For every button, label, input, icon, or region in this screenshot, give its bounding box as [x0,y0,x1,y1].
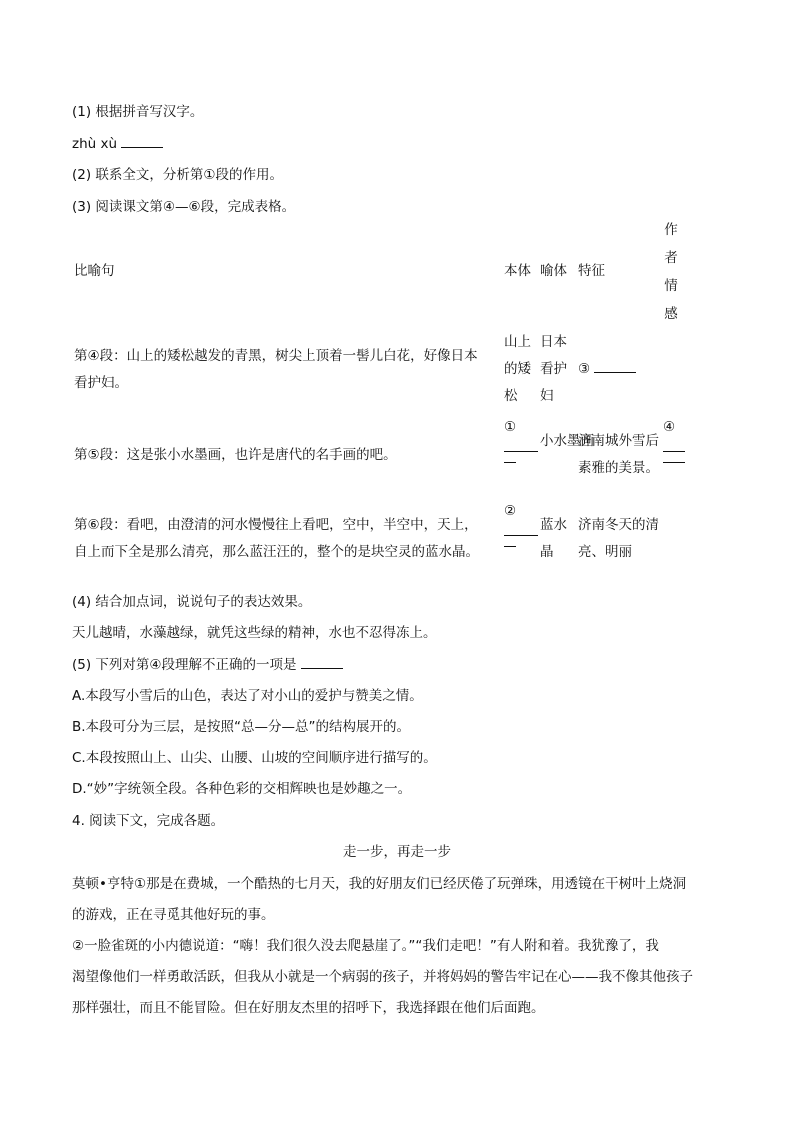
q5-text-line [72,655,343,675]
row1-feature-mark: ③ [578,361,591,377]
header-emotion: 作者情感 [664,222,678,322]
q4-quote: 天儿越晴，水藻越绿，就凭这些绿的精神，水也不忍得冻上。 [72,625,437,641]
answer-blank[interactable] [121,134,163,148]
row3-feature-line2: 亮、明丽 [578,544,632,560]
q5-option-a[interactable]: A.本段写小雪后的山色，表达了对小山的爱护与赞美之情。 [72,688,423,704]
q5-option-d[interactable]: D.“妙”字统领全段。各种色彩的交相辉映也是妙趣之一。 [72,781,412,797]
row1-sentence-line2: 看护妇。 [74,375,128,391]
answer-blank-tail [504,452,516,463]
q3-text: (3) 阅读课文第④—⑥段，完成表格。 [72,199,296,215]
q2-text: (2) 联系全文，分析第①段的作用。 [72,167,284,183]
passage-p2-line1: ②一脸雀斑的小内德说道：“嗨！我们很久没去爬悬崖了。”“我们走吧！”有人附和着。我犹豫了，我 [72,938,659,954]
section4-intro: 4. 阅读下文，完成各题。 [72,813,225,829]
header-vehicle: 喻体 [540,263,567,279]
row1-tenor: 山上的矮松 [504,334,531,404]
row2-sentence: 第⑤段：这是张小水墨画，也许是唐代的名手画的吧。 [74,447,397,463]
q5-option-c[interactable]: C.本段按照山上、山尖、山腰、山坡的空间顺序进行描写的。 [72,750,437,766]
row2-vehicle: 小水墨画 [540,433,594,449]
passage-p2-line2: 渴望像他们一样勇敢活跃，但我从小就是一个病弱的孩子，并将妈妈的警告牢记在心——我不像其他孩子 [72,969,693,985]
passage-title: 走一步，再走一步 [343,844,451,860]
passage-p1-line2: 的游戏，正在寻觅其他好玩的事。 [72,907,275,923]
answer-blank[interactable] [504,441,538,452]
row2-feature-line2: 素雅的美景。 [578,460,659,476]
q4-text: (4) 结合加点词，说说句子的表达效果。 [72,594,312,610]
row2-feature-line1: 济南城外雪后 [578,433,659,449]
answer-blank-tail [504,536,516,547]
row3-sentence-line2: 自上而下全是那么清亮，那么蓝汪汪的，整个的是块空灵的蓝水晶。 [74,544,479,560]
row3-sentence-line1: 第⑥段：看吧，由澄清的河水慢慢往上看吧，空中，半空中，天上， [74,517,478,533]
row2-tenor-mark: ① [504,419,517,435]
row3-feature-line1: 济南冬天的清 [578,517,659,533]
q1-pinyin-line [72,134,163,154]
row1-sentence-line1: 第④段：山上的矮松越发的青黑，树尖上顶着一髻儿白花，好像日本 [74,348,478,364]
row2-tenor [504,414,538,463]
row1-vehicle: 日本看护妇 [540,334,567,404]
answer-blank[interactable] [663,441,685,452]
answer-blank[interactable] [504,525,538,536]
q1-pinyin: zhù xù [72,136,118,152]
passage-p2-line3: 那样强壮，而且不能冒险。但在好朋友杰里的招呼下，我选择跟在他们后面跑。 [72,1000,545,1016]
row3-tenor-mark: ② [504,503,517,519]
row3-vehicle-line1: 蓝水 [540,517,567,533]
answer-blank-tail [663,452,685,463]
q1-text: (1) 根据拼音写汉字。 [72,104,204,120]
answer-blank[interactable] [301,655,343,669]
row1-feature [578,356,636,383]
answer-blank[interactable] [594,359,636,373]
header-feature: 特征 [578,263,605,279]
row3-tenor [504,498,538,547]
row2-emotion-mark: ④ [663,419,676,435]
header-tenor: 本体 [504,263,531,279]
row2-emotion [663,414,687,463]
q5-option-b[interactable]: B.本段可分为三层，是按照“总—分—总”的结构展开的。 [72,719,411,735]
q5-text: (5) 下列对第④段理解不正确的一项是 [72,657,297,673]
passage-p1-line1: 莫顿•亨特①那是在费城，一个酷热的七月天，我的好朋友们已经厌倦了玩弹珠，用透镜在干树叶上烧洞 [72,876,687,892]
row3-vehicle-line2: 晶 [540,544,554,560]
header-sentence: 比喻句 [74,263,115,279]
